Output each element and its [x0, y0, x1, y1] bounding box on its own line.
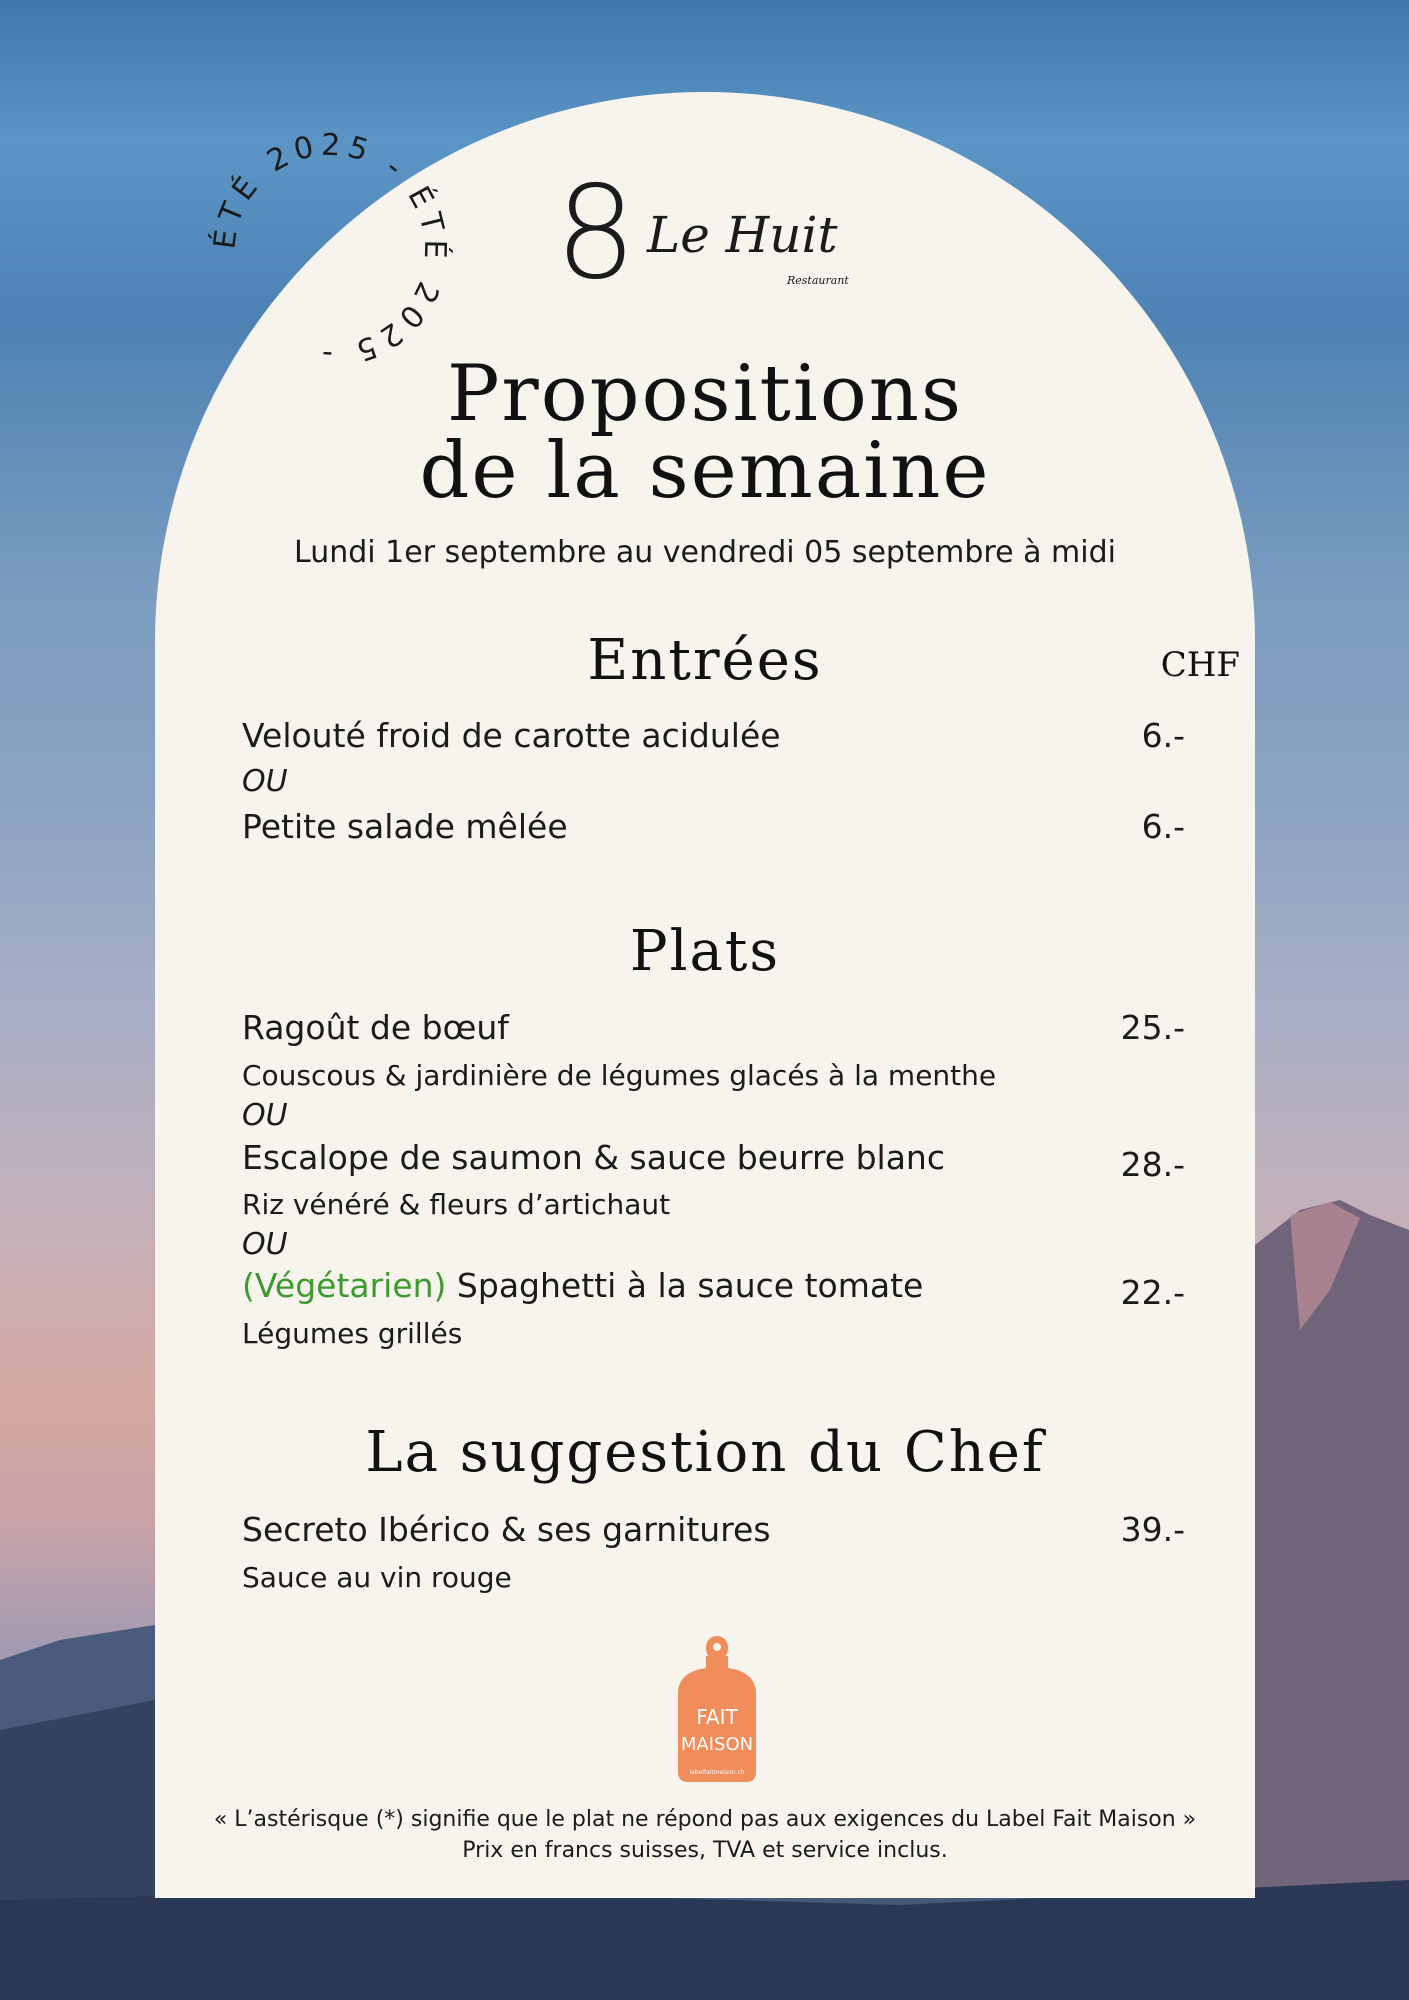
dish-price: 39.- — [1120, 1510, 1185, 1549]
or-separator: OU — [242, 1098, 288, 1133]
dish-price: 28.- — [1120, 1145, 1185, 1184]
dish-name: Petite salade mêlée — [242, 807, 568, 846]
fait-maison-badge — [672, 1632, 762, 1786]
page-title-line2: de la semaine — [419, 426, 991, 516]
date-range: Lundi 1er septembre au vendredi 05 septembre à midi — [294, 535, 1116, 570]
dish-name: Ragoût de bœuf — [242, 1008, 509, 1047]
dish-name: Secreto Ibérico & ses garnitures — [242, 1510, 771, 1549]
logo-subtitle: Restaurant — [787, 274, 849, 287]
footer-prices-note: Prix en francs suisses, TVA et service inclus. — [462, 1838, 948, 1863]
badge-url: labelfaitmaison.ch — [689, 1769, 745, 1776]
dish-description: Légumes grillés — [242, 1317, 463, 1350]
section-title-plats: Plats — [629, 919, 781, 984]
or-separator: OU — [242, 1227, 288, 1262]
section-title-entrees: Entrées — [587, 628, 823, 693]
dish-price: 6.- — [1141, 807, 1185, 846]
dish-name: Escalope de saumon & sauce beurre blanc — [242, 1138, 945, 1177]
dish-price: 22.- — [1120, 1273, 1185, 1312]
vegetarian-tag: (Végétarien) — [242, 1266, 447, 1305]
dish-price: 25.- — [1120, 1008, 1185, 1047]
logo-name: Le Huit — [647, 206, 838, 264]
dish-name: Velouté froid de carotte acidulée — [242, 716, 781, 755]
season-stamp — [200, 120, 460, 380]
season-stamp-text: ÉTÉ 2025 - ÉTÉ 2025 - — [207, 127, 453, 373]
logo-eight: 8 — [555, 159, 637, 308]
section-title-chef: La suggestion du Chef — [365, 1420, 1045, 1485]
badge-line2: MAISON — [680, 1734, 754, 1755]
dish-name: Spaghetti à la sauce tomate — [446, 1266, 924, 1305]
dish-description: Sauce au vin rouge — [242, 1561, 512, 1594]
badge-line1: FAIT — [696, 1705, 738, 1729]
or-separator: OU — [242, 764, 288, 799]
restaurant-logo — [555, 159, 855, 320]
dish-description: Couscous & jardinière de légumes glacés à la menthe — [242, 1059, 997, 1092]
page-title-line1: Propositions — [446, 349, 964, 439]
footer-note: « L’astérisque (*) signifie que le plat ne répond pas aux exigences du Label Fait Maison » — [213, 1807, 1197, 1832]
dish-price: 6.- — [1141, 716, 1185, 755]
dish-description: Riz vénéré & fleurs d’artichaut — [242, 1188, 671, 1221]
currency-label: CHF — [1160, 645, 1240, 685]
dish-name-vegetarian — [242, 1266, 923, 1305]
